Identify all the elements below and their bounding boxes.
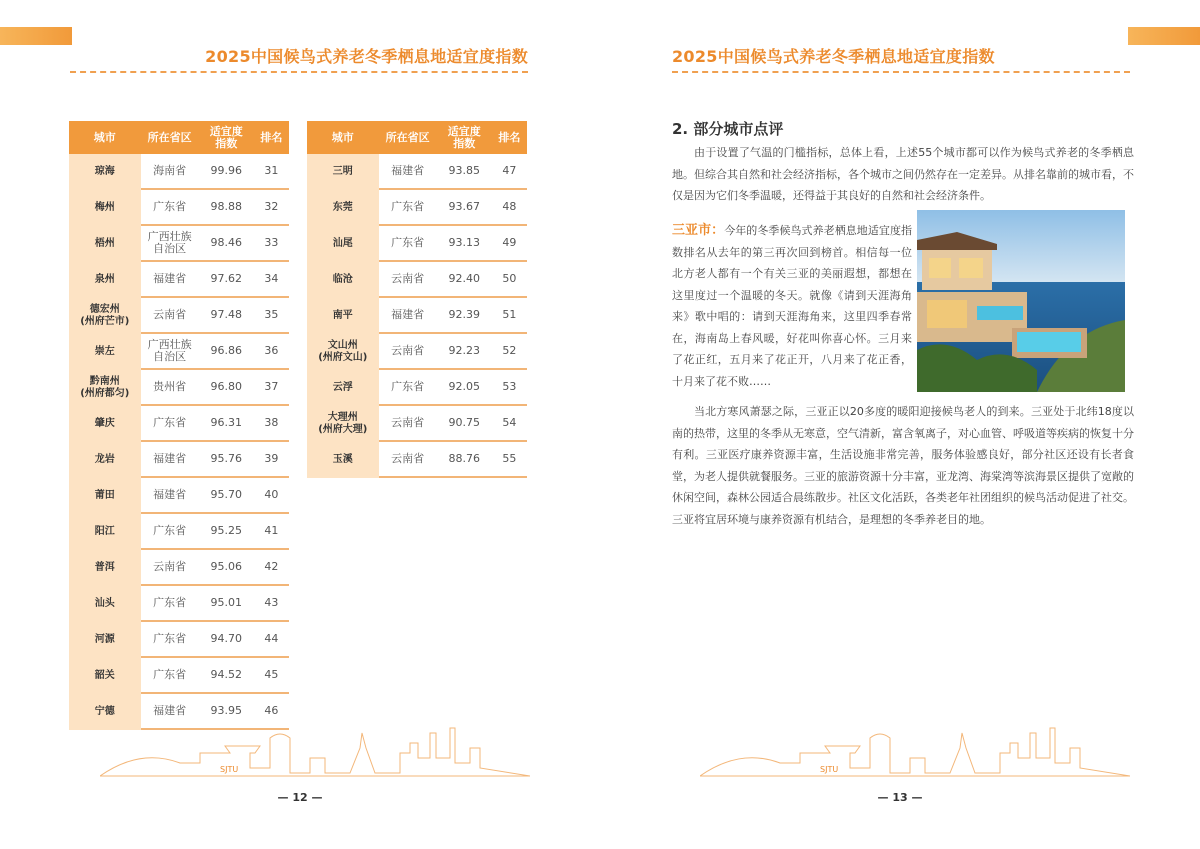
rank-cell: 55	[492, 442, 527, 478]
sanya-text: 今年的冬季候鸟式养老栖息地适宜度指数排名从去年的第三再次回到榜首。相信每一位北方老人都有一个有关三亚的美丽遐想，都想在这里度过一个温暖的冬天。就像《请到天涯海角来》歌中唱的：请到天涯海角来，这里四季春常在，海南岛上春风暖，好花叫你喜心怀。三月来了花正红，五月来了花正开，八月来了花正香，十月来了花不败……	[672, 224, 912, 388]
city-cell: 梧州	[69, 226, 141, 262]
score-cell: 96.31	[199, 406, 254, 442]
rank-cell: 44	[254, 622, 289, 658]
score-cell: 92.39	[437, 298, 492, 334]
rank-cell: 34	[254, 262, 289, 298]
rank-cell: 48	[492, 190, 527, 226]
city-cell: 汕头	[69, 586, 141, 622]
city-cell: 梅州	[69, 190, 141, 226]
city-cell: 宁德	[69, 694, 141, 730]
table-row	[69, 550, 289, 586]
table-row	[307, 370, 527, 406]
province-cell: 云南省	[141, 298, 199, 334]
city-cell: 临沧	[307, 262, 379, 298]
score-cell: 92.05	[437, 370, 492, 406]
rank-cell: 37	[254, 370, 289, 406]
province-cell: 福建省	[141, 262, 199, 298]
intro-paragraph: 由于设置了气温的门槛指标，总体上看，上述55个城市都可以作为候鸟式养老的冬季栖息地。但综合其自然和社会经济指标，各个城市之间仍然存在一定差异。从排名靠前的城市看，不仅是因为它们冬季温暖，还得益于其良好的自然和社会经济条件。	[672, 146, 1134, 202]
city-cell: 韶关	[69, 658, 141, 694]
table-row	[69, 334, 289, 370]
city-cell: 龙岩	[69, 442, 141, 478]
table-row	[69, 298, 289, 334]
section-title: 2. 部分城市点评	[672, 120, 784, 138]
score-cell: 93.85	[437, 154, 492, 190]
score-cell: 98.46	[199, 226, 254, 262]
score-cell: 93.95	[199, 694, 254, 730]
city-cell: 阳江	[69, 514, 141, 550]
table-row	[69, 694, 289, 730]
score-cell: 94.70	[199, 622, 254, 658]
table-row	[69, 190, 289, 226]
table-row	[307, 298, 527, 334]
city-cell: 崇左	[69, 334, 141, 370]
table-row	[69, 514, 289, 550]
city-cell: 琼海	[69, 154, 141, 190]
city-cell: 东莞	[307, 190, 379, 226]
rank-cell: 35	[254, 298, 289, 334]
score-cell: 97.48	[199, 298, 254, 334]
winter-paragraph: 当北方寒风萧瑟之际，三亚正以20多度的暖阳迎接候鸟老人的到来。三亚处于北纬18度以南的热带，这里的冬季从无寒意，空气清新，富含氧离子，对心血管、呼吸道等疾病的恢复十分有利。三亚医疗康养资源丰富，生活设施非常完善，服务体验感良好，部分社区还设有长者食堂，为老人提供就餐服务。三亚的旅游资源十分丰富，亚龙湾、海棠湾等滨海景区提供了宽敞的休闲空间，森林公园适合晨练散步。社区文化活跃，各类老年社团组织的候鸟活动促进了社交。三亚将宜居环境与康养资源有机结合，是理想的冬季养老目的地。	[672, 405, 1134, 526]
score-cell: 95.06	[199, 550, 254, 586]
table-row	[69, 226, 289, 262]
score-cell: 98.88	[199, 190, 254, 226]
city-cell: 文山州 (州府文山)	[307, 334, 379, 370]
header-rank: 排名	[492, 121, 527, 154]
province-cell: 广西壮族 自治区	[141, 226, 199, 262]
city-cell: 普洱	[69, 550, 141, 586]
rank-cell: 50	[492, 262, 527, 298]
header-title: 2025中国候鸟式养老冬季栖息地适宜度指数	[205, 47, 528, 66]
rank-cell: 40	[254, 478, 289, 514]
score-cell: 93.67	[437, 190, 492, 226]
table-row	[69, 154, 289, 190]
table-row	[307, 190, 527, 226]
table-row	[69, 406, 289, 442]
table-row	[307, 154, 527, 190]
header-dashed-rule	[70, 71, 528, 73]
sanya-label: 三亚市：	[672, 223, 725, 238]
rank-cell: 52	[492, 334, 527, 370]
city-cell: 玉溪	[307, 442, 379, 478]
rank-cell: 33	[254, 226, 289, 262]
rank-cell: 54	[492, 406, 527, 442]
score-cell: 94.52	[199, 658, 254, 694]
rank-cell: 47	[492, 154, 527, 190]
rank-cell: 46	[254, 694, 289, 730]
province-cell: 广东省	[141, 514, 199, 550]
province-cell: 广西壮族 自治区	[141, 334, 199, 370]
header-rank: 排名	[254, 121, 289, 154]
rank-cell: 53	[492, 370, 527, 406]
province-cell: 贵州省	[141, 370, 199, 406]
header-city: 城市	[69, 121, 141, 154]
province-cell: 广东省	[141, 658, 199, 694]
table-row	[307, 406, 527, 442]
province-cell: 海南省	[141, 154, 199, 190]
city-cell: 黔南州 (州府都匀)	[69, 370, 141, 406]
province-cell: 广东省	[141, 622, 199, 658]
score-cell: 90.75	[437, 406, 492, 442]
rank-cell: 45	[254, 658, 289, 694]
score-cell: 88.76	[437, 442, 492, 478]
score-cell: 92.23	[437, 334, 492, 370]
city-cell: 河源	[69, 622, 141, 658]
table-row	[69, 478, 289, 514]
province-cell: 福建省	[141, 478, 199, 514]
table-row	[307, 262, 527, 298]
city-cell: 云浮	[307, 370, 379, 406]
header-accent-bar	[0, 27, 72, 45]
score-cell: 95.76	[199, 442, 254, 478]
rank-cell: 36	[254, 334, 289, 370]
header-city: 城市	[307, 121, 379, 154]
province-cell: 云南省	[379, 442, 437, 478]
province-cell: 云南省	[379, 406, 437, 442]
city-cell: 肇庆	[69, 406, 141, 442]
table-row	[69, 370, 289, 406]
table-row	[69, 442, 289, 478]
rank-cell: 39	[254, 442, 289, 478]
province-cell: 广东省	[379, 190, 437, 226]
city-cell: 三明	[307, 154, 379, 190]
province-cell: 福建省	[379, 154, 437, 190]
score-cell: 93.13	[437, 226, 492, 262]
table-header-row	[307, 121, 527, 154]
rank-cell: 32	[254, 190, 289, 226]
province-cell: 云南省	[379, 262, 437, 298]
province-cell: 福建省	[379, 298, 437, 334]
province-cell: 福建省	[141, 442, 199, 478]
header-title: 2025中国候鸟式养老冬季栖息地适宜度指数	[672, 47, 995, 66]
table-row	[307, 226, 527, 262]
province-cell: 云南省	[141, 550, 199, 586]
rank-cell: 41	[254, 514, 289, 550]
sjtu-logo-text: SJTU	[220, 765, 239, 774]
score-cell: 99.96	[199, 154, 254, 190]
skyline-illustration	[700, 718, 1130, 778]
villa-ocean-photo	[917, 210, 1125, 392]
city-cell: 德宏州 (州府芒市)	[69, 298, 141, 334]
rank-cell: 51	[492, 298, 527, 334]
table-row	[69, 262, 289, 298]
province-cell: 广东省	[379, 370, 437, 406]
ranking-table-left	[69, 121, 289, 730]
score-cell: 96.80	[199, 370, 254, 406]
rank-cell: 43	[254, 586, 289, 622]
header-score: 适宜度 指数	[199, 121, 254, 154]
city-cell: 汕尾	[307, 226, 379, 262]
province-cell: 云南省	[379, 334, 437, 370]
province-cell: 广东省	[141, 406, 199, 442]
header-score: 适宜度 指数	[437, 121, 492, 154]
header-accent-bar	[1128, 27, 1200, 45]
sjtu-logo-text: SJTU	[820, 765, 839, 774]
province-cell: 福建省	[141, 694, 199, 730]
rank-cell: 49	[492, 226, 527, 262]
province-cell: 广东省	[379, 226, 437, 262]
table-row	[307, 334, 527, 370]
score-cell: 97.62	[199, 262, 254, 298]
page-number: — 13 —	[877, 791, 923, 804]
rank-cell: 31	[254, 154, 289, 190]
province-cell: 广东省	[141, 586, 199, 622]
table-row	[69, 622, 289, 658]
city-cell: 南平	[307, 298, 379, 334]
score-cell: 96.86	[199, 334, 254, 370]
right-page	[600, 0, 1200, 849]
city-cell: 大理州 (州府大理)	[307, 406, 379, 442]
table-row	[69, 586, 289, 622]
sanya-paragraph	[672, 220, 912, 392]
header-province: 所在省区	[141, 121, 199, 154]
table-row	[307, 442, 527, 478]
table-header-row	[69, 121, 289, 154]
city-cell: 泉州	[69, 262, 141, 298]
rank-cell: 38	[254, 406, 289, 442]
score-cell: 95.25	[199, 514, 254, 550]
rank-cell: 42	[254, 550, 289, 586]
header-province: 所在省区	[379, 121, 437, 154]
ranking-table-right	[307, 121, 527, 478]
score-cell: 92.40	[437, 262, 492, 298]
header-dashed-rule	[672, 71, 1130, 73]
page-number: — 12 —	[277, 791, 323, 804]
table-row	[69, 658, 289, 694]
city-cell: 莆田	[69, 478, 141, 514]
score-cell: 95.70	[199, 478, 254, 514]
score-cell: 95.01	[199, 586, 254, 622]
province-cell: 广东省	[141, 190, 199, 226]
